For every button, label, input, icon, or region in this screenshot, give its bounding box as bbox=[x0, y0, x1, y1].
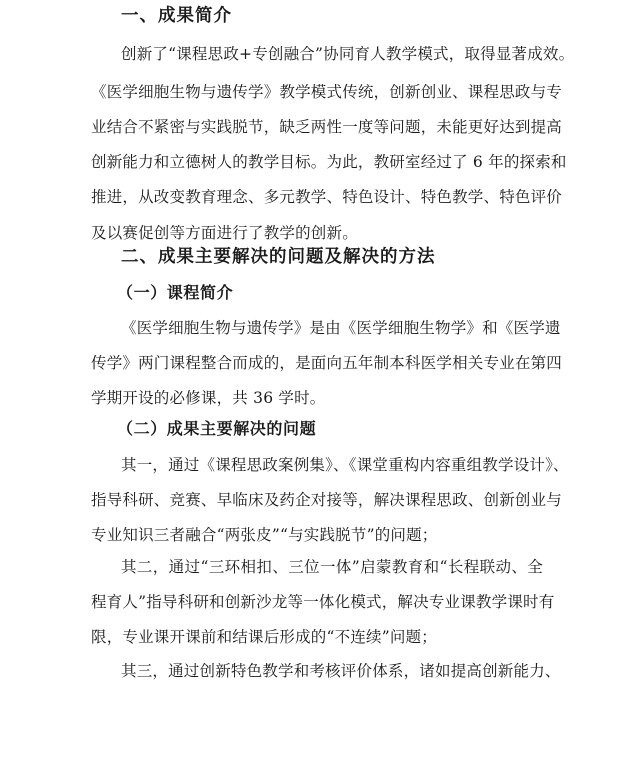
paragraph-line: 创新了“课程思政+专创融合”协同育人教学模式，取得显著成效。 bbox=[121, 45, 575, 63]
paragraph-line: 业结合不紧密与实践脱节，缺乏两性一度等问题，未能更好达到提高 bbox=[91, 118, 563, 136]
paragraph-line: 指导科研、竞赛、早临床及药企对接等，解决课程思政、创新创业与 bbox=[91, 491, 563, 509]
paragraph-line: 其二，通过“三环相扣、三位一体”启蒙教育和“长程联动、全 bbox=[121, 558, 543, 576]
paragraph-line: 专业知识三者融合“两张皮”“与实践脱节”的问题； bbox=[91, 526, 438, 544]
paragraph-line: 《医学细胞生物与遗传学》教学模式传统，创新创业、课程思政与专 bbox=[91, 83, 563, 101]
subsection-heading-main-problems: （二）成果主要解决的问题 bbox=[117, 419, 317, 438]
paragraph-line: 其三，通过创新特色教学和考核评价体系，诸如提高创新能力、 bbox=[121, 662, 561, 680]
paragraph-line: 学期开设的必修课，共 36 学时。 bbox=[91, 389, 326, 407]
paragraph-line: 《医学细胞生物与遗传学》是由《医学细胞生物学》和《医学遗 bbox=[121, 319, 561, 337]
paragraph-line: 创新能力和立德树人的教学目标。为此，教研室经过了 6 年的探索和 bbox=[91, 153, 567, 171]
paragraph-line: 程育人”指导科研和创新沙龙等一体化模式，解决专业课教学课时有 bbox=[91, 593, 555, 611]
paragraph-line: 限，专业课开课前和结课后形成的“不连续”问题； bbox=[91, 628, 437, 646]
subsection-heading-course-intro: （一）课程简介 bbox=[117, 283, 234, 302]
paragraph-line: 及以赛促创等方面进行了教学的创新。 bbox=[91, 224, 358, 242]
section-heading-outcome-summary: 一、成果简介 bbox=[121, 6, 232, 26]
paragraph-line: 其一，通过《课程思政案例集》、《课堂重构内容重组教学设计》、 bbox=[121, 456, 569, 474]
paragraph-line: 传学》两门课程整合而成的，是面向五年制本科医学相关专业在第四 bbox=[91, 354, 563, 372]
paragraph-line: 推进，从改变教育理念、多元教学、特色设计、特色教学、特色评价 bbox=[91, 188, 563, 206]
section-heading-problems-and-methods: 二、成果主要解决的问题及解决的方法 bbox=[121, 247, 436, 267]
